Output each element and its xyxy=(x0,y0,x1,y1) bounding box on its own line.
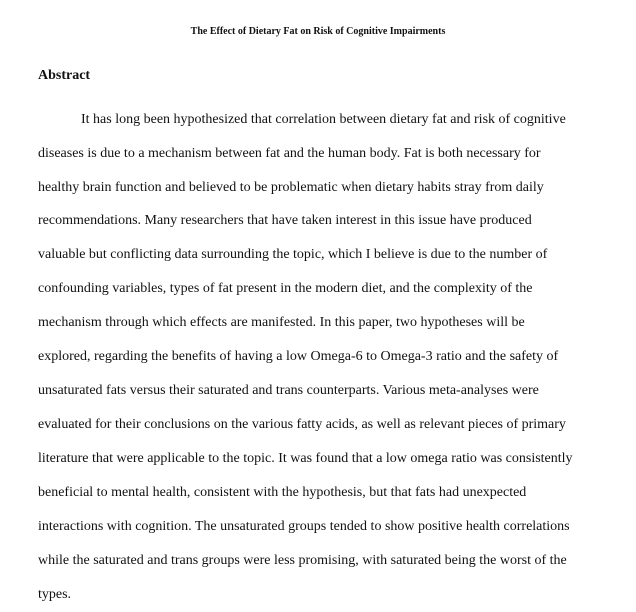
abstract-line-2: diseases is due to a mechanism between fat and the human body. Fat is both necessary for xyxy=(38,146,541,161)
abstract-line-8: explored, regarding the benefits of having a low Omega-6 to Omega-3 ratio and the safety of xyxy=(38,349,559,364)
abstract-line-13: interactions with cognition. The unsaturated groups tended to show positive health correlations xyxy=(38,519,570,534)
abstract-line-3: healthy brain function and believed to be problematic when dietary habits stray from daily xyxy=(38,180,544,195)
abstract-line-15: types. xyxy=(38,587,72,602)
abstract-line-9: unsaturated fats versus their saturated and trans counterparts. Various meta-analyses were xyxy=(38,383,539,398)
abstract-line-7: mechanism through which effects are manifested. In this paper, two hypotheses will be xyxy=(38,315,525,330)
abstract-line-10: evaluated for their conclusions on the various fatty acids, as well as relevant pieces of primary xyxy=(38,417,566,432)
abstract-line-12: beneficial to mental health, consistent with the hypothesis, but that fats had unexpected xyxy=(38,485,527,500)
abstract-line-6: confounding variables, types of fat present in the modern diet, and the complexity of the xyxy=(38,281,533,296)
abstract-line-11: literature that were applicable to the topic. It was found that a low omega ratio was consistently xyxy=(38,451,573,466)
abstract-heading: Abstract xyxy=(38,68,91,83)
document-title: The Effect of Dietary Fat on Risk of Cognitive Impairments xyxy=(190,26,446,37)
abstract-line-14: while the saturated and trans groups were less promising, with saturated being the worst of the xyxy=(38,553,567,568)
abstract-line-4: recommendations. Many researchers that have taken interest in this issue have produced xyxy=(38,213,532,228)
abstract-line-5: valuable but conflicting data surrounding the topic, which I believe is due to the number of xyxy=(38,247,548,262)
abstract-line-1: It has long been hypothesized that correlation between dietary fat and risk of cognitive xyxy=(81,112,566,127)
